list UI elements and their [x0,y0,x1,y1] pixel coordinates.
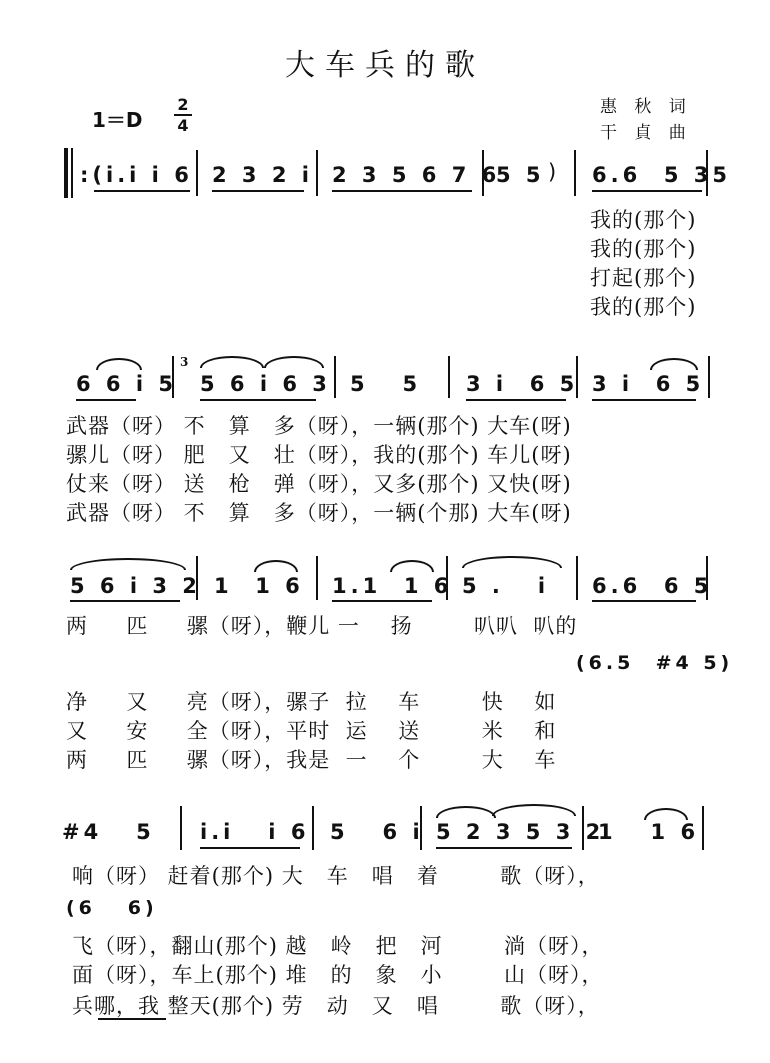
lyricist-credit: 惠 秋 词 [600,97,692,117]
notes-system2-m3: 5 5 [350,372,422,396]
lyric-underline [98,1018,166,1020]
slur [644,808,688,820]
alternate-notes-s3: (6.5 #4 5) [576,652,734,674]
slur [436,806,496,818]
beam-line [592,600,696,602]
slur [390,560,434,572]
beam-line [466,399,566,401]
notes-system1-m2: 2 3 2 i [212,163,313,187]
barline [482,150,484,196]
notes-system4-m2: 5 6 i [330,820,424,844]
slur [254,560,298,572]
beam-line [70,600,180,602]
barline [574,150,576,196]
lyric-s3-v4: 两 匹 骡（呀），我是 一 个 大 车 [66,748,557,772]
tie [462,556,562,568]
notes-system1-m4: 5 5 [496,163,545,187]
page-title: 大车兵的歌 [285,48,485,83]
alternate-notes-s4: (6 6) [66,897,158,919]
credits [600,94,692,146]
barline [196,150,198,196]
barline [172,356,174,398]
notes-system2-m1: 6 6 i 5 [76,372,177,396]
barline [316,556,318,600]
barline [706,556,708,600]
beam-line [592,399,696,401]
meter-top: 2 [177,95,189,114]
lyric-s3-v3: 又 安 全（呀），平时 运 送 米 和 [66,719,557,743]
barline [448,356,450,398]
close-paren: ) [548,160,561,184]
grace-note: 3 [180,355,189,369]
lyric-s1-v3: 打起(那个) [590,266,697,290]
notes-system1-m5: 6.6 5 35 [592,163,731,187]
barline [576,556,578,600]
barline [180,806,182,850]
notes-system3-m1: 5 6 i 3 2 [70,574,201,598]
notes-system4-m4: 1 1 6 [598,820,700,844]
lyric-s4-v4: 兵哪，我 整天(那个) 劳 动 又 唱 歌（呀）， [72,994,600,1018]
lyric-s2-v1: 武器（呀） 不 算 多（呀），一辆(那个) 大车(呀) [66,414,572,438]
repeat-start-barline [64,148,76,198]
lyric-s2-v4: 武器（呀） 不 算 多（呀），一辆(个那) 大车(呀) [66,501,572,525]
lyric-s3-v2: 净 又 亮（呀），骡子 拉 车 快 如 [66,690,557,714]
notes-system4-m0: #4 5 [62,820,155,844]
notes-system2-m2: 5 6 i 6 3 [200,372,331,396]
notes-system3-m3: 1.1 1 6 [332,574,453,598]
beam-line [76,399,136,401]
barline [708,356,710,398]
lyric-s4-v3: 面（呀），车上(那个) 堆 的 象 小 山（呀）， [72,963,604,987]
barline [420,806,422,850]
beam-line [200,847,300,849]
notes-system3-m2: 1 1 6 [214,574,304,598]
barline [702,806,704,850]
notes-system4-m1: i.i i 6 [200,820,310,844]
slur [492,804,576,816]
slur [96,358,142,370]
barline [706,150,708,196]
notes-system4-m3: 5 2 3 5 3 2 [436,820,605,844]
barline [312,806,314,850]
notes-system2-m5: 3 i 6 5 [592,372,705,396]
barline [196,556,198,600]
lyric-s2-v3: 仗来（呀） 送 枪 弹（呀），又多(那个) 又快(呀) [66,472,572,496]
barline [576,356,578,398]
lyric-s1-v2: 我的(那个) [590,237,697,261]
composer-credit: 干 貞 曲 [600,123,692,143]
lyric-s1-v1: 我的(那个) [590,208,697,232]
barline [582,806,584,850]
slur [264,356,324,368]
beam-line [94,190,190,192]
slur [650,358,698,370]
barline [446,556,448,600]
slur [200,356,264,368]
lyric-s4-v2: 飞（呀），翻山(那个) 越 岭 把 河 淌（呀）， [72,934,604,958]
slur [70,558,186,570]
notes-system1-m3: 2 3 5 6 7 6 [332,163,501,187]
notes-system2-m4: 3 i 6 5 [466,372,579,396]
beam-line [592,190,702,192]
lyric-s4-v1: 响（呀） 赶着(那个) 大 车 唱 着 歌（呀）， [72,864,600,888]
notes-system3-m5: 6.6 6 5 [592,574,713,598]
lyric-s2-v2: 骡儿（呀） 肥 又 壮（呀），我的(那个) 车儿(呀) [66,443,572,467]
notation-system-1-m1: :(i.i i 6 [80,163,193,187]
lyric-s3-v1: 两 匹 骡（呀），鞭儿 一 扬 叭叭 叭的 [66,614,578,638]
barline [334,356,336,398]
beam-line [332,600,432,602]
barline [316,150,318,196]
notes-system3-m4: 5 . i [462,574,550,598]
key-signature: 1＝D [92,108,143,132]
beam-line [436,847,572,849]
notes-m1: i.i i 6 [106,163,193,187]
lyric-s1-v4: 我的(那个) [590,295,697,319]
beam-line [212,190,304,192]
beam-line [200,399,316,401]
meter-bottom: 4 [177,116,189,135]
time-signature [174,96,192,134]
beam-line [332,190,472,192]
